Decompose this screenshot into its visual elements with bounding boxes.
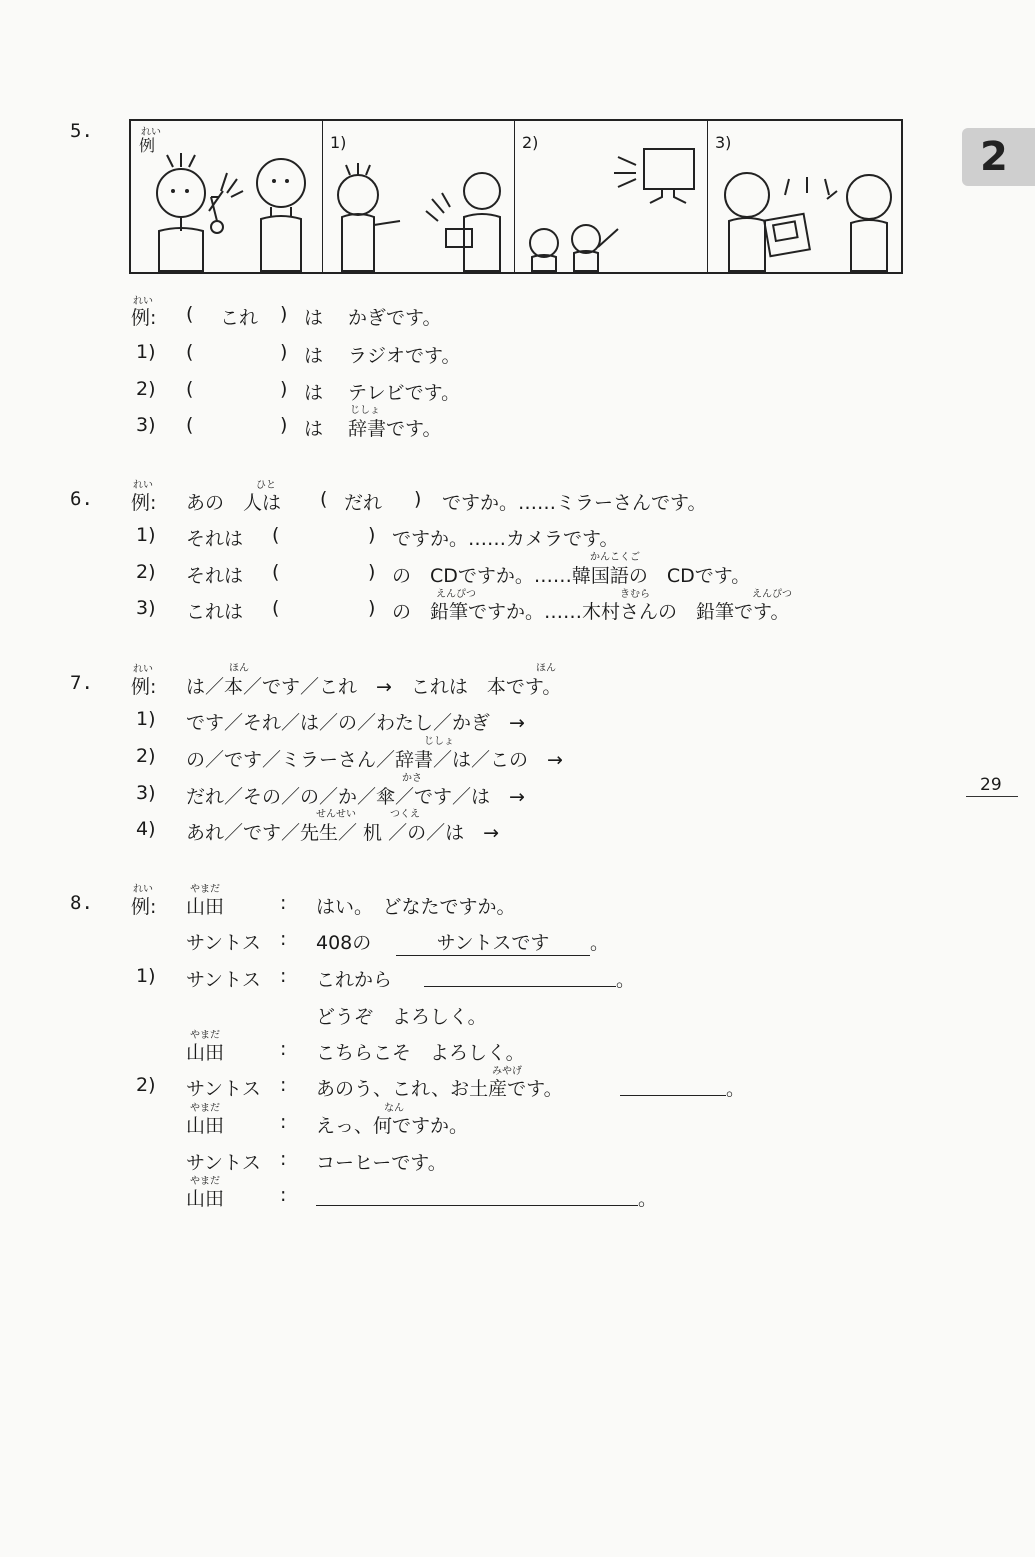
q5-illustration-radio: [322, 121, 514, 272]
q5-panel-example: [131, 121, 323, 272]
q6-ex-close-paren: ): [414, 488, 422, 510]
q5-item2-rest: テレビです。: [348, 382, 461, 404]
q8-d2-number: 2): [136, 1074, 156, 1096]
q7-ex-ruby2: ほん: [536, 663, 556, 674]
q8-d2-colon4: :: [280, 1184, 287, 1206]
q8-ex-speaker1-ruby: やまだ: [190, 884, 220, 895]
q6-item1-pre: それは: [186, 528, 244, 550]
q8-d1-end1: 。: [616, 969, 636, 991]
q8-ex-answer: サントスです: [396, 928, 590, 956]
q6-item2-pre: それは: [186, 565, 244, 587]
q5-panel-example-ruby: れい: [141, 127, 161, 138]
q7-item1-text: です／それ／は／の／わたし／かぎ →: [186, 712, 525, 734]
q8-ex-speaker2: サントス: [186, 932, 261, 954]
q8-d2-speaker1: サントス: [186, 1078, 261, 1100]
q5-item2-close-paren: ): [280, 378, 288, 400]
q8-ex-end2: 。: [590, 932, 610, 954]
q5-item3-rest-ruby: じしょ: [350, 405, 380, 416]
q6-item2-open-paren: (: [272, 561, 280, 583]
q7-ex-no-ruby: れい: [133, 664, 153, 675]
q7-ex-number: 例:: [131, 676, 157, 698]
q6-ex-no-ruby: れい: [133, 480, 153, 491]
q5-item1-close-paren: ): [280, 341, 288, 363]
q8-d2-text1: あのう、これ、お土産です。: [316, 1078, 563, 1100]
q8-d2-end4: 。: [638, 1188, 658, 1210]
q5-item1-number: 1): [136, 341, 156, 363]
q7-item4-ruby2: つくえ: [390, 809, 420, 820]
q5-item1-rest: ラジオです。: [348, 345, 461, 367]
q8-ex-speaker1: 山田: [186, 896, 225, 918]
q8-ex-text1: はい。 どなたですか。: [316, 896, 516, 918]
q6-ex-post: ですか。……ミラーさんです。: [442, 492, 707, 514]
q7-item4-text: あれ／です／先生／ 机 ／の／は →: [186, 822, 499, 844]
q5-panel-example-label: 例: [139, 136, 156, 155]
q5-illustration-tv: [514, 121, 707, 272]
q6-ex-pre-ruby: ひと: [256, 480, 276, 491]
q5-panel-2-label: 2): [522, 133, 539, 152]
q8-d2-speaker4-ruby: やまだ: [190, 1176, 220, 1187]
q5-panel-3-label: 3): [715, 133, 732, 152]
q5-illustration-dictionary: [707, 121, 899, 272]
q8-ex-number: 例:: [131, 896, 157, 918]
q7-item2-text: の／です／ミラーさん／辞書／は／この →: [186, 749, 563, 771]
q5-panel-1: [322, 121, 515, 272]
q6-number: 6.: [70, 488, 93, 510]
q8-d2-text2: えっ、何ですか。: [316, 1115, 469, 1137]
q8-d1-colon1: :: [280, 965, 287, 987]
q6-item3-post-ruby2: きむら: [620, 589, 650, 600]
q5-item3-number: 3): [136, 414, 156, 436]
q6-item1-close-paren: ): [368, 524, 376, 546]
q8-d1-text1: これから: [316, 969, 393, 991]
q5-number: 5.: [70, 120, 93, 142]
q8-ex-no-ruby: れい: [133, 884, 153, 895]
q6-item3-post-ruby3: えんぴつ: [752, 589, 792, 600]
q6-ex-pre: あの 人は: [186, 492, 282, 514]
q6-item2-number: 2): [136, 561, 156, 583]
q5-item2-open-paren: (: [186, 378, 194, 400]
q6-item1-open-paren: (: [272, 524, 280, 546]
q6-item2-post-ruby: かんこくご: [590, 552, 640, 563]
page-number: 29: [980, 775, 1002, 795]
q8-d1-number: 1): [136, 965, 156, 987]
q8-d2-colon2: :: [280, 1111, 287, 1133]
q8-d1-text2: どうぞ よろしく。: [316, 1006, 487, 1028]
q5-ex-wa: は: [304, 307, 324, 329]
q6-item3-post-ruby1: えんぴつ: [436, 589, 476, 600]
q8-d2-speaker2: 山田: [186, 1115, 225, 1137]
q8-d2-colon3: :: [280, 1148, 287, 1170]
q8-d1-answer-blank[interactable]: [424, 968, 616, 987]
q7-item3-ruby1: かさ: [402, 773, 422, 784]
q8-d2-speaker2-ruby: やまだ: [190, 1103, 220, 1114]
q7-ex-text: は／本／です／これ → これは 本です。: [186, 676, 562, 698]
q8-d1-text3: こちらこそ よろしく。: [316, 1042, 525, 1064]
q7-item4-ruby1: せんせい: [316, 809, 356, 820]
q7-item4-number: 4): [136, 818, 156, 840]
q5-ex-answer: これ: [220, 307, 259, 329]
q8-d2-answer1-blank[interactable]: [620, 1077, 726, 1096]
q7-item3-text: だれ／その／の／か／傘／です／は →: [186, 786, 525, 808]
q8-d2-answer4-blank[interactable]: [316, 1187, 638, 1206]
chapter-tab-label: 2: [980, 134, 1008, 180]
q6-item1-post: ですか。……カメラです。: [392, 528, 619, 550]
q5-item2-number: 2): [136, 378, 156, 400]
q8-d2-end1: 。: [726, 1078, 746, 1100]
q8-d1-speaker3-ruby: やまだ: [190, 1030, 220, 1041]
q8-d2-text2-ruby: なん: [384, 1103, 404, 1114]
q7-item2-ruby1: じしょ: [424, 736, 454, 747]
q7-item3-number: 3): [136, 782, 156, 804]
q8-d1-speaker3: 山田: [186, 1042, 225, 1064]
q5-illustration-key: [131, 121, 322, 272]
q6-item2-post: の CDですか。……韓国語の CDです。: [392, 565, 751, 587]
q8-d2-colon1: :: [280, 1074, 287, 1096]
q5-item2-wa: は: [304, 382, 324, 404]
q8-d1-speaker1: サントス: [186, 969, 261, 991]
q6-item3-post: の 鉛筆ですか。……木村さんの 鉛筆です。: [392, 601, 790, 623]
q8-ex-colon2: :: [280, 928, 287, 950]
q5-picture-strip: [129, 119, 903, 274]
q5-item1-open-paren: (: [186, 341, 194, 363]
q6-item3-open-paren: (: [272, 597, 280, 619]
q8-ex-pre2: 408の: [316, 932, 372, 954]
q5-item3-open-paren: (: [186, 414, 194, 436]
q7-number: 7.: [70, 672, 93, 694]
q7-ex-ruby1: ほん: [229, 663, 249, 674]
q6-ex-answer: だれ: [344, 492, 383, 514]
q6-item1-number: 1): [136, 524, 156, 546]
q6-item3-pre: これは: [186, 601, 244, 623]
q8-number: 8.: [70, 892, 93, 914]
q5-item3-rest: 辞書です。: [348, 418, 442, 440]
q5-ex-close-paren: ): [280, 303, 288, 325]
q5-panel-1-label: 1): [330, 133, 347, 152]
q5-item3-wa: は: [304, 418, 324, 440]
q8-d2-speaker3: サントス: [186, 1152, 261, 1174]
q5-ex-number: 例:: [131, 307, 157, 329]
q6-ex-number: 例:: [131, 492, 157, 514]
q8-d2-text1-ruby: みやげ: [492, 1066, 522, 1077]
q6-item3-number: 3): [136, 597, 156, 619]
q5-ex-open-paren: (: [186, 303, 194, 325]
q5-panel-2: [514, 121, 708, 272]
q5-item1-wa: は: [304, 345, 324, 367]
q5-ex-rest: かぎです。: [348, 307, 442, 329]
q5-panel-3: [707, 121, 899, 272]
q5-item3-close-paren: ): [280, 414, 288, 436]
q7-item1-number: 1): [136, 708, 156, 730]
q6-item2-close-paren: ): [368, 561, 376, 583]
chapter-tab: [962, 128, 1035, 186]
q8-d1-colon3: :: [280, 1038, 287, 1060]
q6-ex-open-paren: (: [320, 488, 328, 510]
page-number-rule: [966, 796, 1018, 797]
q8-ex-colon1: :: [280, 892, 287, 914]
q7-item2-number: 2): [136, 745, 156, 767]
q8-d2-speaker4: 山田: [186, 1188, 225, 1210]
q5-ex-no-ruby: れい: [133, 296, 153, 307]
q6-item3-close-paren: ): [368, 597, 376, 619]
q8-d2-text3: コーヒーです。: [316, 1152, 447, 1174]
